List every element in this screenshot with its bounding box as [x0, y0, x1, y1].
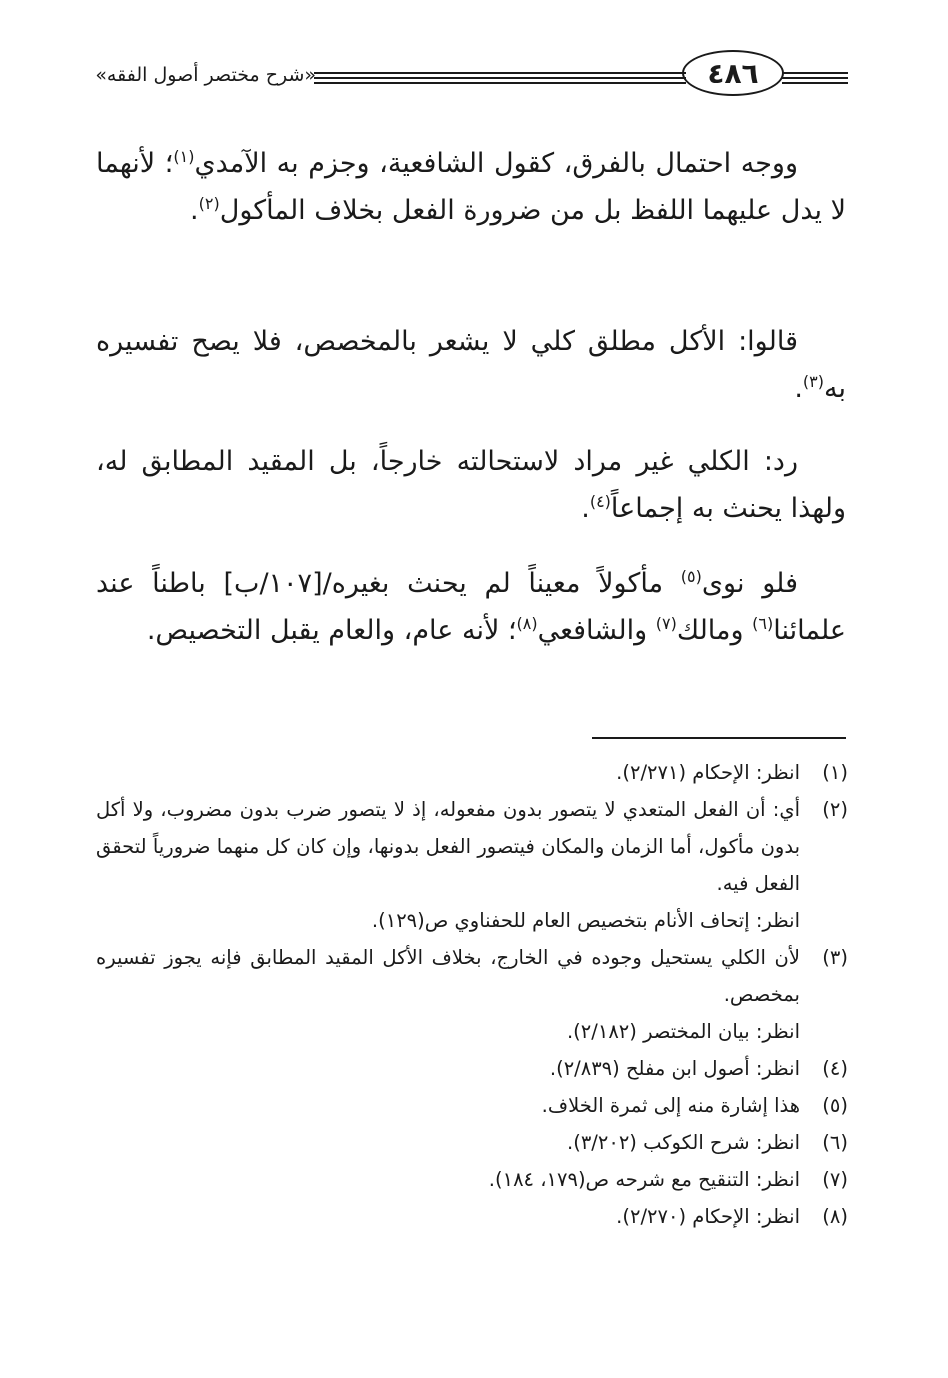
footnote-item — [96, 1087, 848, 1124]
paragraph-text: مأكولاً معيناً لم يحنث بغيره/[١٠٧/ب] باطناً عند علمائنا — [96, 568, 846, 646]
paragraph-text: ووجه احتمال بالفرق، كقول الشافعية، وجزم به الآمدي — [194, 148, 798, 179]
paragraph-text: ؛ لأنهما لا يدل عليهما اللفظ بل من ضرورة الفعل بخلاف المأكول — [96, 148, 846, 226]
footnote-number: (٥) — [822, 1094, 848, 1117]
footnote-number: (٧) — [822, 1168, 848, 1191]
paragraph-text: ومالك — [676, 615, 753, 646]
paragraph-text: والشافعي — [537, 615, 656, 646]
footnote-item — [96, 1050, 848, 1087]
page-number: ٤٨٦ — [682, 50, 784, 96]
body-paragraph-2 — [96, 318, 846, 412]
paragraph — [96, 560, 846, 654]
footnote-item — [96, 1124, 848, 1161]
footnote-number: (٨) — [822, 1205, 848, 1228]
footnote-ref[interactable]: (٦) — [752, 614, 774, 633]
footnote-ref[interactable]: (٥) — [680, 567, 702, 586]
footnote-item — [96, 791, 848, 939]
footnote-ref[interactable]: (٢) — [198, 194, 220, 213]
footnote-item — [96, 1198, 848, 1235]
body-paragraph-1 — [96, 140, 846, 234]
paragraph-text: قالوا: الأكل مطلق كلي لا يشعر بالمخصص، فلا يصح تفسيره به — [96, 326, 846, 404]
footnote-item — [96, 939, 848, 1050]
paragraph — [96, 140, 846, 234]
footnote-number: (١) — [822, 761, 848, 784]
footnote-item — [96, 754, 848, 791]
footnote-number: (٦) — [822, 1131, 848, 1154]
paragraph-text: فلو نوى — [701, 568, 798, 599]
footnote-text: لأن الكلي يستحيل وجوده في الخارج، بخلاف الأكل المقيد المطابق فإنه يجوز تفسيره بمخصص. — [96, 946, 800, 1006]
paragraph — [96, 438, 846, 532]
footnote-text: انظر: التنقيح مع شرحه ص(١٧٩، ١٨٤). — [488, 1168, 800, 1191]
page-header — [96, 50, 848, 104]
footnote-number: (٤) — [822, 1057, 848, 1080]
paragraph-text: . — [190, 195, 199, 226]
footnote-text: انظر: بيان المختصر (٢/١٨٢). — [566, 1020, 800, 1043]
body-paragraph-4 — [96, 560, 846, 654]
footnote-item — [96, 1161, 848, 1198]
paragraph-text: . — [794, 373, 803, 404]
footnote-ref[interactable]: (٧) — [655, 614, 677, 633]
footnote-text: هذا إشارة منه إلى ثمرة الخلاف. — [541, 1094, 800, 1117]
footnote-text: انظر: الإحكام (٢/٢٧٠). — [616, 1205, 800, 1228]
paragraph-text: . — [581, 493, 590, 524]
footnote-ref[interactable]: (١) — [173, 147, 195, 166]
footnote-ref[interactable]: (٤) — [589, 492, 611, 511]
footnote-text: انظر: أصول ابن مفلح (٢/٨٣٩). — [549, 1057, 800, 1080]
footnote-ref[interactable]: (٣) — [802, 372, 824, 391]
footnote-ref[interactable]: (٨) — [516, 614, 538, 633]
running-title: «شرح مختصر أصول الفقه» — [95, 64, 316, 86]
footnote-text: انظر: إتحاف الأنام بتخصيص العام للحفناوي ص(١٢٩). — [371, 909, 800, 932]
footnote-separator — [592, 737, 846, 739]
footnote-number: (٣) — [822, 946, 848, 969]
footnote-text: انظر: شرح الكوكب (٣/٢٠٢). — [567, 1131, 800, 1154]
body-paragraph-3 — [96, 438, 846, 532]
paragraph-text: ؛ لأنه عام، والعام يقبل التخصيص. — [146, 615, 517, 646]
paragraph — [96, 318, 846, 412]
footnote-text: انظر: الإحكام (٢/٢٧١). — [616, 761, 800, 784]
footnote-number: (٢) — [822, 798, 848, 821]
footnotes-list — [96, 754, 848, 1235]
footnote-text: أي: أن الفعل المتعدي لا يتصور بدون مفعوله، إذ لا يتصور ضرب بدون مضروب، ولا أكل بدون مأكول، أما الزمان والمكان فيتصور الفعل بدونها، وإن كان كل منهما ضرورياً لتحقق الفعل فيه. — [96, 798, 800, 895]
paragraph-text: رد: الكلي غير مراد لاستحالته خارجاً، بل المقيد المطابق له، ولهذا يحنث به إجماعاً — [96, 446, 846, 524]
